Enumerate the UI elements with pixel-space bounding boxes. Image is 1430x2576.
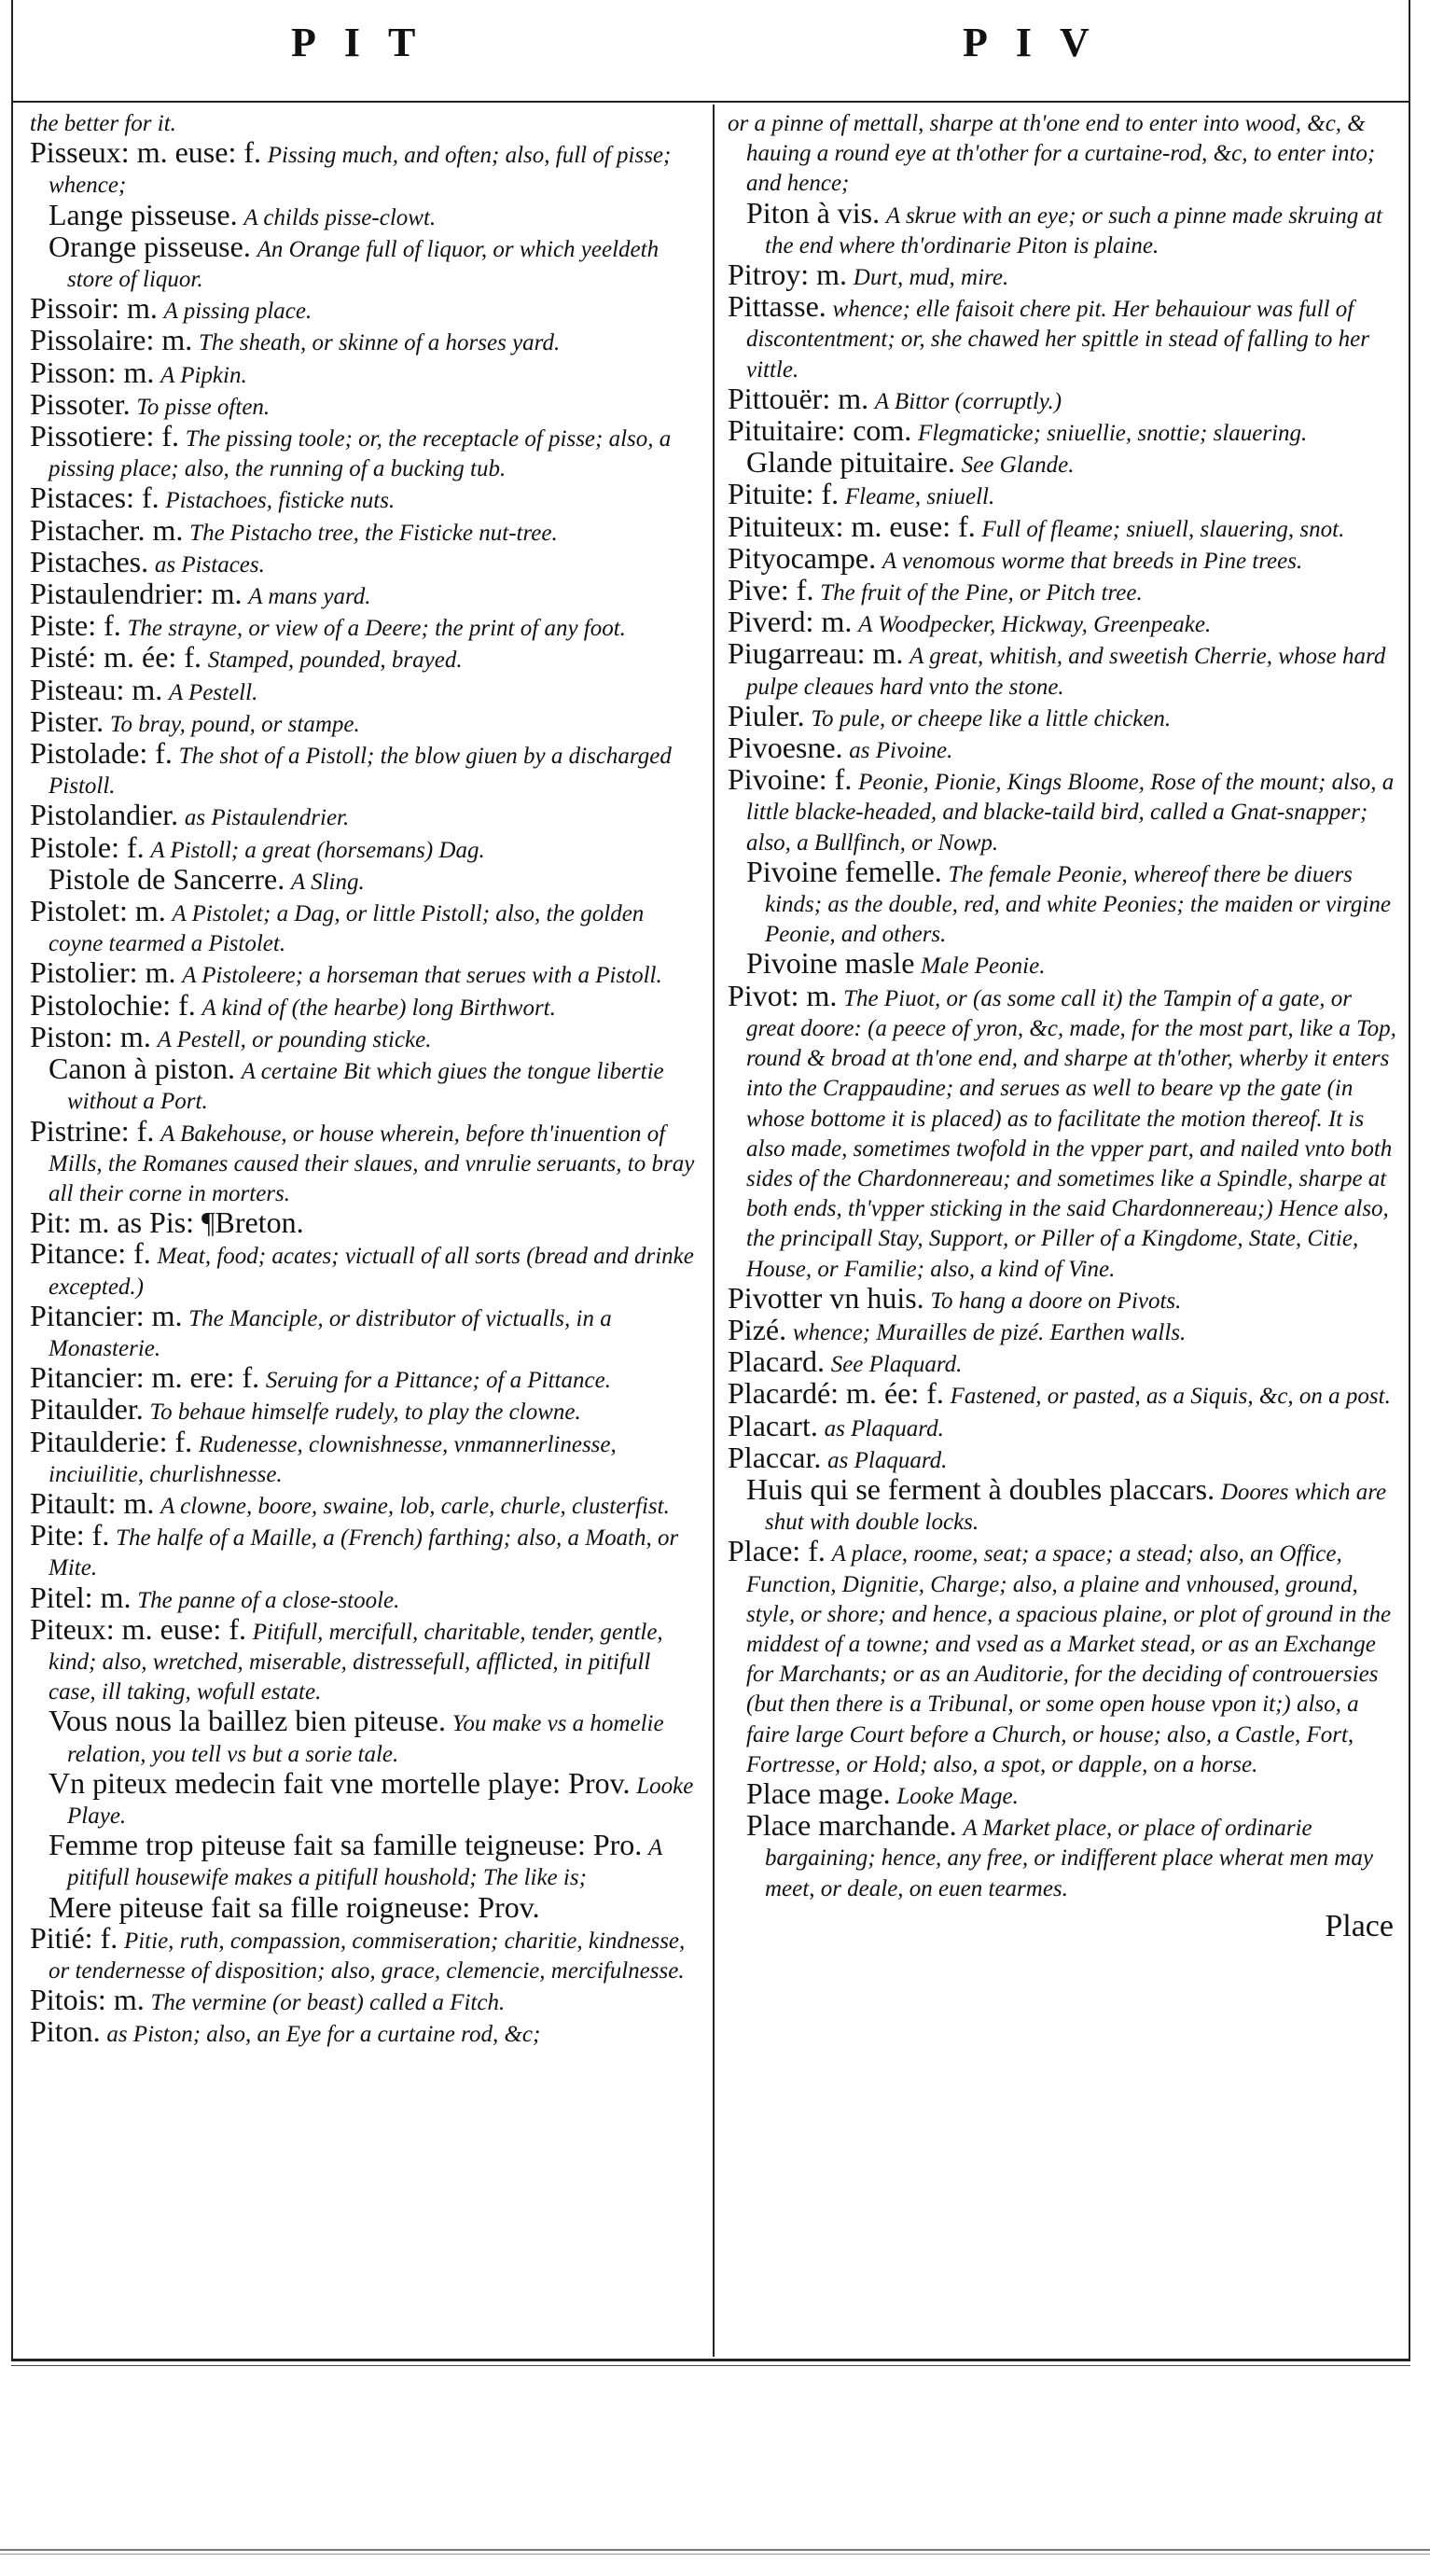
entry-headword: Piverd: m. <box>728 605 853 639</box>
entry-headword: Pissolaire: m. <box>30 323 193 357</box>
dictionary-entry <box>30 1360 701 1395</box>
entry-headword: Pivotter vn huis. <box>728 1280 924 1315</box>
entry-gloss: Pistachoes, fisticke nuts. <box>165 488 396 514</box>
page-border-right <box>1409 0 1410 2359</box>
entry-gloss: whence; elle faisoit chere pit. Her behauiour was full of discontentment; or, she chawed her spittle in stead of falling to her vittle. <box>746 297 1369 383</box>
dictionary-entry <box>728 108 1397 199</box>
entry-headword: Pistolochie: f. <box>30 987 196 1022</box>
dictionary-entry <box>728 195 1397 260</box>
entry-gloss: A childs pisse-clowt. <box>243 204 437 230</box>
entry-headword: Piton à vis. <box>746 195 881 230</box>
entry-gloss: A skrue with an eye; or such a pinne made skruing at the end where th'ordinarie Piton is plaine. <box>765 202 1382 258</box>
entry-gloss: as Pivoine. <box>849 738 953 764</box>
dictionary-entry <box>30 1611 701 1707</box>
dictionary-entry <box>728 1376 1397 1411</box>
dictionary-entry <box>30 1236 701 1301</box>
dictionary-entry <box>728 540 1397 576</box>
entry-headword: Pivoine: f. <box>728 762 853 797</box>
entry-gloss: To behaue himselfe rudely, to play the clowne. <box>149 1399 581 1426</box>
entry-headword: Pituiteux: m. euse: f. <box>728 508 976 543</box>
entry-gloss: The strayne, or view of a Deere; the print of any foot. <box>127 616 626 642</box>
dictionary-entry <box>728 289 1397 384</box>
entry-headword: Lange pisseuse. <box>49 197 238 231</box>
entry-gloss: The Pistacho tree, the Fisticke nut-tree. <box>189 520 558 546</box>
bottom-rule-thin <box>0 2554 1430 2555</box>
entry-gloss: The Manciple, or distributor of victualls, in a Monasterie. <box>49 1305 612 1361</box>
entry-gloss: A kind of (the hearbe) long Birthwort. <box>201 995 556 1021</box>
dictionary-entry <box>728 1408 1397 1443</box>
entry-headword: Pituite: f. <box>728 477 840 511</box>
entry-gloss: A Pipkin. <box>160 362 247 388</box>
entry-headword: Pitié: f. <box>30 1920 118 1955</box>
entry-gloss: A Pistoleere; a horseman that serues with a Pistoll. <box>182 963 662 989</box>
dictionary-entry <box>30 2014 701 2049</box>
dictionary-entry <box>30 291 701 326</box>
entry-headword: Piton. <box>30 2014 101 2049</box>
entry-gloss: The pissing toole; or, the receptacle of pisse; also, a pissing place; also, the running of a bucking tub. <box>49 426 672 482</box>
entry-gloss: A Pestell. <box>168 679 258 705</box>
dictionary-entry <box>30 1424 701 1489</box>
dictionary-entry <box>30 894 701 958</box>
entry-headword: Place mage. <box>746 1775 891 1810</box>
entry-gloss: as Plaquard. <box>827 1447 948 1473</box>
entry-gloss: Looke Mage. <box>896 1783 1019 1809</box>
running-head-right: PIV <box>963 20 1118 65</box>
catchword: Place <box>1325 1908 1394 1943</box>
entry-headword: Pissoir: m. <box>30 291 158 326</box>
entry-gloss: A venomous worme that breeds in Pine trees. <box>882 548 1303 574</box>
dictionary-entry <box>30 1518 701 1582</box>
entry-gloss: Flegmaticke; sniuellie, snottie; slauering. <box>918 421 1308 447</box>
dictionary-entry <box>30 608 701 643</box>
dictionary-entry <box>30 323 701 357</box>
dictionary-entry <box>30 798 701 832</box>
entry-headword: Piston: m. <box>30 1019 151 1053</box>
dictionary-entry <box>30 108 701 138</box>
entry-headword: Pisteau: m. <box>30 672 163 706</box>
entry-headword: Pissotiere: f. <box>30 419 179 453</box>
dictionary-entry <box>30 1580 701 1615</box>
dictionary-entry <box>728 1775 1397 1811</box>
dictionary-entry <box>728 260 1397 292</box>
dictionary-entry <box>30 1205 701 1240</box>
entry-headword: Pistole de Sancerre. <box>49 861 285 896</box>
entry-headword: Pittouër: m. <box>728 381 869 415</box>
entry-gloss: Peonie, Pionie, Kings Bloome, Rose of the mount; also, a little blacke-headed, and blacke-taild bird, called a Gnat-snapper; also, a Bullfinch, or Nowp. <box>746 770 1395 856</box>
entry-gloss: You make vs a homelie relation, you tell vs but a sorie tale. <box>67 1711 664 1767</box>
dictionary-entry <box>728 1440 1397 1475</box>
dictionary-entry <box>728 978 1397 1284</box>
running-head-left: PIT <box>291 20 444 65</box>
page-border-bottom <box>11 2359 1410 2361</box>
entry-headword: Femme trop piteuse fait sa famille teigneuse: Pro. <box>49 1828 643 1862</box>
entry-headword: Pituitaire: com. <box>728 413 912 448</box>
dictionary-entry <box>728 477 1397 511</box>
dictionary-entry <box>30 1392 701 1427</box>
entry-gloss: Fleame, sniuell. <box>844 484 995 510</box>
dictionary-entry <box>30 512 701 548</box>
dictionary-entry <box>30 1051 701 1116</box>
entry-gloss: A great, whitish, and sweetish Cherrie, whose hard pulpe cleaues hard vnto the stone. <box>746 644 1386 700</box>
entry-headword: Pitel: m. <box>30 1580 132 1614</box>
dictionary-entry <box>728 445 1397 480</box>
entry-gloss: A pissing place. <box>163 299 312 325</box>
dictionary-entry <box>728 1312 1397 1347</box>
entry-headword: Pistole: f. <box>30 829 145 864</box>
entry-gloss: The shot of a Pistoll; the blow giuen by a discharged Pistoll. <box>49 744 672 800</box>
dictionary-entry <box>728 733 1397 765</box>
entry-gloss: A pitifull housewife makes a pitifull houshold; The like is; <box>67 1835 662 1891</box>
entry-gloss: An Orange full of liquor, or which yeeldeth store of liquor. <box>67 236 659 293</box>
entry-gloss: To hang a doore on Pivots. <box>930 1288 1182 1314</box>
entry-gloss: A Bakehouse, or house wherein, before th'inuention of Mills, the Romanes caused their slaues, and vnrulie seruants, to bray all their corne in morters. <box>49 1121 695 1206</box>
entry-gloss: A Pestell, or pounding sticke. <box>157 1026 432 1052</box>
entry-gloss: as Piston; also, an Eye for a curtaine rod, &c; <box>106 2022 541 2048</box>
dictionary-entry <box>728 762 1397 857</box>
bottom-rule <box>0 2549 1430 2551</box>
dictionary-entry <box>30 1828 701 1892</box>
entry-headword: Pistolier: m. <box>30 955 176 990</box>
entry-headword: Piteux: m. euse: f. <box>30 1611 246 1646</box>
dictionary-entry <box>728 1534 1397 1779</box>
dictionary-entry <box>728 508 1397 544</box>
entry-gloss: The sheath, or skinne of a horses yard. <box>198 330 561 356</box>
dictionary-entry <box>30 1920 701 1985</box>
right-column <box>728 108 1397 2347</box>
dictionary-entry <box>728 1808 1397 1903</box>
dictionary-entry <box>30 1985 701 2017</box>
dictionary-entry <box>728 698 1397 733</box>
dictionary-entry <box>30 1485 701 1521</box>
entry-headword: Pistaces: f. <box>30 480 160 515</box>
dictionary-entry <box>30 355 701 390</box>
dictionary-entry <box>30 1298 701 1363</box>
entry-gloss: or a pinne of mettall, sharpe at th'one end to enter into wood, &c, & hauing a round eye at th'other for a curtaine-rod, &c, to enter into; and hence; <box>728 111 1376 197</box>
entry-gloss: A mans yard. <box>248 584 371 610</box>
entry-headword: Pistolet: m. <box>30 894 166 928</box>
dictionary-entry <box>728 573 1397 607</box>
entry-headword: Huis qui se ferment à doubles placcars. <box>746 1471 1215 1506</box>
entry-headword: Pistaches. <box>30 544 149 578</box>
entry-headword: Pistaulendrier: m. <box>30 577 243 611</box>
entry-headword: Mere piteuse fait sa fille roigneuse: Prov. <box>49 1889 540 1924</box>
dictionary-entry <box>728 1280 1397 1316</box>
entry-gloss: Fastened, or pasted, as a Siquis, &c, on a post. <box>950 1384 1391 1410</box>
dictionary-entry <box>728 413 1397 448</box>
entry-gloss: The vermine (or beast) called a Fitch. <box>150 1990 506 2016</box>
entry-gloss: A Market place, or place of ordinarie bargaining; hence, any free, or indifferent place wherat men may meet, or deale, on euen tearmes. <box>765 1816 1373 1901</box>
entry-gloss: as Pistaces. <box>154 551 265 578</box>
entry-gloss: the better for it. <box>30 111 176 136</box>
entry-gloss: Male Peonie. <box>921 954 1046 980</box>
entry-gloss: The halfe of a Maille, a (French) farthing; also, a Moath, or Mite. <box>49 1525 679 1581</box>
entry-headword: Pitault: m. <box>30 1485 155 1520</box>
entry-gloss: To pule, or cheepe like a little chicken. <box>811 705 1172 731</box>
entry-headword: Glande pituitaire. <box>746 445 955 480</box>
entry-gloss: A place, roome, seat; a space; a stead; also, an Office, Function, Dignitie, Charge; also, a plaine and vnhoused, ground, style, or shore; and hence, a spacious plaine, or plot of ground in the middest of a towne; and vsed as a Market stead, or as an Exchange for Marchants; or as an Auditorie, for the deciding of controuersies (but then there is a Tribunal, or some open house vpon it;) also, a faire large Court before a Church, or house; also, a Castle, Fort, Fortresse, or Hold; also, a spot, or dapple, on a horse. <box>746 1541 1392 1777</box>
entry-headword: Place marchande. <box>746 1808 957 1843</box>
entry-headword: Placard. <box>728 1344 825 1379</box>
entry-gloss: A clowne, boore, swaine, lob, carle, churle, clusterfist. <box>160 1493 670 1519</box>
entry-headword: Pissoter. <box>30 386 131 421</box>
entry-headword: Pister. <box>30 703 104 738</box>
entry-gloss: The fruit of the Pine, or Pitch tree. <box>820 580 1143 606</box>
dictionary-entry <box>30 703 701 739</box>
entry-gloss: Pissing much, and often; also, full of pisse; whence; <box>49 143 672 199</box>
entry-gloss: A certaine Bit which giues the tongue libertie without a Port. <box>67 1059 664 1115</box>
entry-gloss: A Woodpecker, Hickway, Greenpeake. <box>858 612 1212 638</box>
entry-headword: Pistolandier. <box>30 798 179 832</box>
entry-gloss: The panne of a close-stoole. <box>137 1587 400 1613</box>
dictionary-entry <box>30 419 701 483</box>
entry-headword: Pittasse. <box>728 289 826 324</box>
entry-gloss: The female Peonie, whereof there be diuers kinds; as the double, red, and white Peonies; the maiden or virgine Peonie, and others. <box>765 861 1391 948</box>
entry-headword: Vous nous la baillez bien piteuse. <box>49 1704 446 1738</box>
entry-headword: Orange pisseuse. <box>49 229 251 263</box>
entry-headword: Piuler. <box>728 698 805 732</box>
dictionary-entry <box>728 607 1397 639</box>
entry-gloss: A Bittor (corruptly.) <box>874 388 1062 414</box>
column-divider <box>713 104 715 2357</box>
entry-headword: Pityocampe. <box>728 540 877 575</box>
left-column <box>30 108 701 2347</box>
entry-gloss: See Glande. <box>961 453 1075 479</box>
entry-headword: Pistrine: f. <box>30 1113 155 1148</box>
entry-gloss: Rudenesse, clownishnesse, vnmannerlinesse, inciuilitie, churlishnesse. <box>49 1431 617 1487</box>
entry-headword: Pitroy: m. <box>728 258 848 292</box>
entry-headword: Piste: f. <box>30 608 121 643</box>
entry-gloss: as Pistaulendrier. <box>184 805 350 831</box>
entry-headword: Canon à piston. <box>49 1051 235 1086</box>
dictionary-entry <box>30 544 701 579</box>
dictionary-entry <box>728 1471 1397 1537</box>
entry-headword: Pivoesne. <box>728 731 843 765</box>
dictionary-entry <box>30 672 701 707</box>
entry-headword: Pisté: m. ée: f. <box>30 640 201 675</box>
dictionary-entry <box>30 1765 701 1831</box>
dictionary-entry <box>728 1344 1397 1379</box>
entry-headword: Pitancier: m. ere: f. <box>30 1360 260 1395</box>
entry-headword: Pizé. <box>728 1312 787 1346</box>
entry-headword: Pive: f. <box>728 573 814 607</box>
entry-headword: Placart. <box>728 1408 818 1442</box>
entry-headword: Pisseux: m. euse: f. <box>30 135 261 170</box>
entry-gloss: Stamped, pounded, brayed. <box>207 647 463 674</box>
dictionary-entry <box>30 229 701 294</box>
dictionary-entry <box>30 579 701 611</box>
entry-headword: Vn piteux medecin fait vne mortelle playe: Prov. <box>49 1765 631 1800</box>
entry-headword: Pitois: m. <box>30 1983 145 2017</box>
dictionary-entry <box>30 955 701 990</box>
entry-gloss: Looke Playe. <box>67 1773 694 1829</box>
dictionary-entry <box>30 386 701 422</box>
entry-headword: Pit: m. as Pis: ¶Breton. <box>30 1205 304 1240</box>
entry-gloss: See Plaquard. <box>830 1352 963 1378</box>
entry-headword: Place: f. <box>728 1534 826 1568</box>
dictionary-entry <box>30 1706 701 1768</box>
entry-gloss: as Plaquard. <box>824 1415 944 1441</box>
entry-gloss: A Pistoll; a great (horsemans) Dag. <box>150 837 485 863</box>
entry-headword: Pistacher. m. <box>30 512 184 547</box>
entry-gloss: Meat, food; acates; victuall of all sorts (bread and drinke excepted.) <box>49 1244 694 1300</box>
entry-headword: Pisson: m. <box>30 355 155 389</box>
entry-headword: Pivot: m. <box>728 978 838 1012</box>
dictionary-entry <box>30 480 701 515</box>
entry-gloss: whence; Murailles de pizé. Earthen walls. <box>792 1319 1187 1345</box>
header-rule <box>11 101 1410 103</box>
dictionary-entry <box>30 861 701 897</box>
dictionary-entry <box>30 1019 701 1054</box>
entry-gloss: Pitifull, mercifull, charitable, tender, gentle, kind; also, wretched, miserable, distressefull, afflicted, in pitifull case, ill taking, wofull estate. <box>49 1619 663 1706</box>
entry-headword: Piugarreau: m. <box>728 636 904 671</box>
entry-headword: Pitance: f. <box>30 1236 151 1271</box>
dictionary-entry <box>728 854 1397 950</box>
entry-gloss: Seruing for a Pittance; of a Pittance. <box>265 1368 611 1394</box>
page-border-left <box>11 0 13 2359</box>
entry-gloss: To pisse often. <box>136 394 271 420</box>
dictionary-entry <box>30 197 701 232</box>
dictionary-entry <box>30 736 701 801</box>
entry-gloss: Durt, mud, mire. <box>853 265 1009 291</box>
entry-gloss: Doores which are shut with double locks. <box>765 1479 1387 1536</box>
dictionary-entry <box>30 1113 701 1209</box>
entry-headword: Pivoine femelle. <box>746 854 942 888</box>
dictionary-entry <box>30 640 701 675</box>
entry-headword: Pitancier: m. <box>30 1298 183 1332</box>
dictionary-page <box>11 0 1410 2372</box>
entry-gloss: A Pistolet; a Dag, or little Pistoll; also, the golden coyne tearmed a Pistolet. <box>49 901 645 957</box>
entry-headword: Pivoine masle <box>746 946 915 981</box>
entry-gloss: Full of fleame; sniuell, slauering, snot. <box>981 516 1345 542</box>
dictionary-entry <box>30 829 701 865</box>
page-header <box>11 0 1410 101</box>
entry-headword: Placcar. <box>728 1440 822 1474</box>
entry-gloss: To bray, pound, or stampe. <box>109 711 360 737</box>
dictionary-entry <box>728 946 1397 981</box>
entry-headword: Pistolade: f. <box>30 736 173 771</box>
entry-headword: Pitaulderie: f. <box>30 1424 193 1458</box>
entry-headword: Placardé: m. ée: f. <box>728 1376 944 1411</box>
dictionary-entry <box>30 135 701 200</box>
dictionary-entry <box>30 1889 701 1924</box>
dictionary-entry <box>728 636 1397 701</box>
entry-gloss: A Sling. <box>291 869 365 895</box>
page-border-bottom-inner <box>11 2365 1410 2366</box>
dictionary-entry <box>728 381 1397 416</box>
entry-gloss: The Piuot, or (as some call it) the Tampin of a gate, or great doore: (a peece of yron, &c, made, for the most part, like a Top, round & broad at th'one end, and sharpe at th'other, wherby it enters into the Crappaudine; and serues as well to beare vp the gate (in whose bottome it is placed) as to facilitate the motion thereof. It is also made, sometimes twofold in the vpper part, and nailed vnto both sides of the Chardonnereau; and sometimes like a Spindle, sharpe at both ends, th'vpper sticking in the said Chardonnereau;) Hence also, the principall Stay, Support, or Piller of a Kingdome, State, Citie, House, or Familie; also, a kind of Vine. <box>746 985 1396 1282</box>
dictionary-entry <box>30 987 701 1023</box>
entry-headword: Pitaulder. <box>30 1392 144 1427</box>
entry-gloss: Pitie, ruth, compassion, commiseration; charitie, kindnesse, or tendernesse of disposition; also, grace, clemencie, mercifulnesse. <box>49 1928 686 1984</box>
entry-headword: Pite: f. <box>30 1518 110 1553</box>
